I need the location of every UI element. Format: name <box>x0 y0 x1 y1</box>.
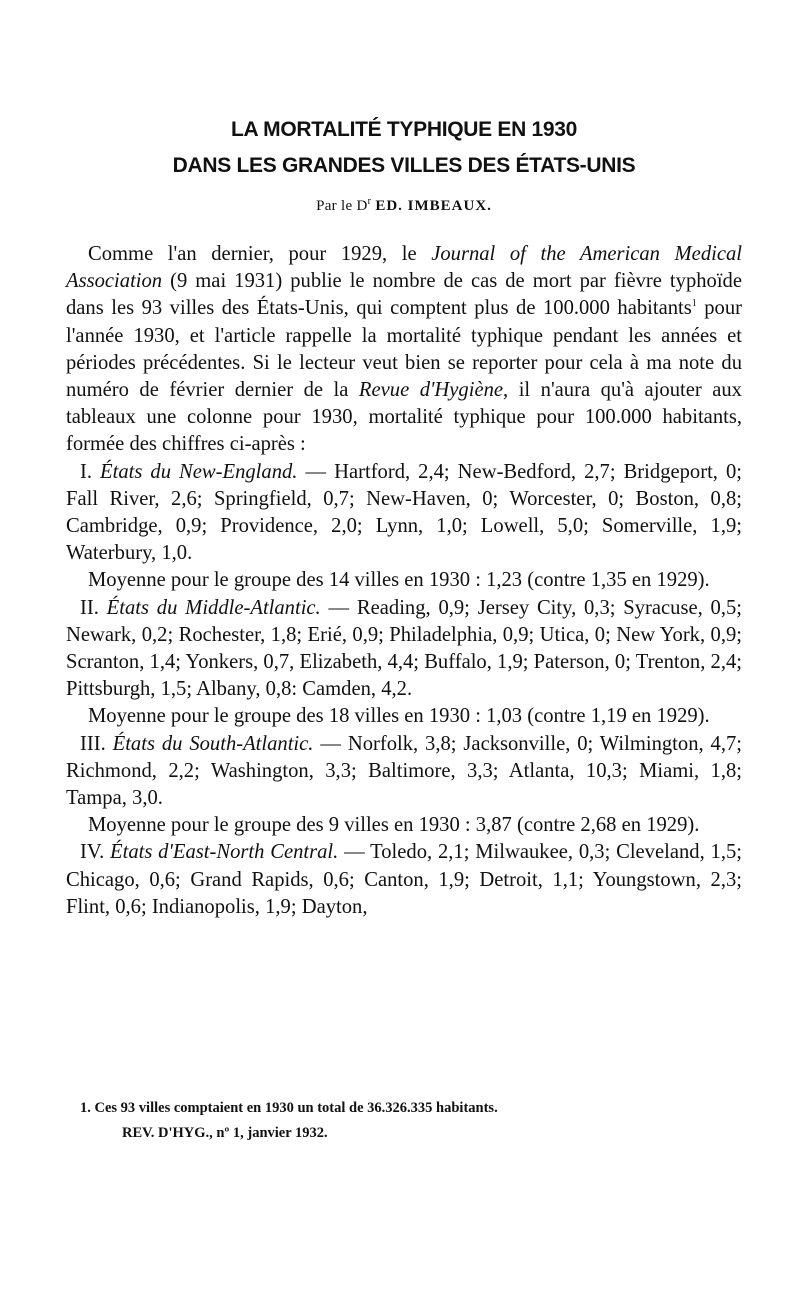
group-region: États du New-England. <box>100 460 298 483</box>
intro-text-4: , il n'aura qu'à ajouter aux tableaux une colonne pour 1930, mortalité typhique pour 100.000 habitants, formée des chiffres ci-après : <box>66 379 742 456</box>
group-cities: — Reading, 0,9; Jersey City, 0,3; Syracuse, 0,5; Newark, 0,2; Rochester, 1,8; Erié, 0,9; Philadelphia, 0,9; Utica, 0; New York, 0,9; Scranton, 1,4; Yonkers, 0,7, Elizabeth, 4,4; Buffalo, 1,9; Paterson, 0; Trenton, 2,4; Pittsburgh, 1,5; Albany, 0,8: Camden, 4,2. <box>66 596 742 701</box>
journal-abbr: REV. D'HYG., <box>122 1125 213 1141</box>
group-cities: — Toledo, 2,1; Milwaukee, 0,3; Cleveland, 1,5; Chicago, 0,6; Grand Rapids, 0,6; Canton, 1,9; Detroit, 1,1; Youngstown, 2,3; Flint, 0,6; Indianopolis, 1,9; Dayton, <box>66 841 742 918</box>
group-paragraph <box>66 595 742 704</box>
group-region: États du South-Atlantic. <box>112 732 314 755</box>
group-numeral: III. <box>80 732 106 755</box>
group-average: Moyenne pour le groupe des 9 villes en 1930 : 3,87 (contre 2,68 en 1929). <box>88 814 700 837</box>
intro-paragraph <box>66 241 742 459</box>
byline <box>66 198 742 215</box>
journal-issue: nº 1, janvier 1932. <box>212 1125 328 1141</box>
group-cities: — Hartford, 2,4; New-Bedford, 2,7; Bridgeport, 0; Fall River, 2,6; Springfield, 0,7; New-Haven, 0; Worcester, 0; Boston, 0,8; Cambridge, 0,9; Providence, 2,0; Lynn, 1,0; Lowell, 5,0; Somerville, 1,9; Waterbury, 1,0. <box>66 460 742 565</box>
group-paragraph <box>66 459 742 568</box>
title-line-2: DANS LES GRANDES VILLES DES ÉTATS-UNIS <box>172 154 636 177</box>
group-average: Moyenne pour le groupe des 18 villes en 1930 : 1,03 (contre 1,19 en 1929). <box>88 705 710 728</box>
footnote-ref: 1 <box>691 298 697 310</box>
group-cities: — Norfolk, 3,8; Jacksonville, 0; Wilmington, 4,7; Richmond, 2,2; Washington, 3,3; Baltimore, 3,3; Atlanta, 10,3; Miami, 1,8; Tampa, 3,0. <box>66 732 742 810</box>
journal-reference <box>66 1121 742 1146</box>
footnotes <box>66 1096 742 1146</box>
article-body <box>66 241 742 921</box>
intro-text-2: (9 mai 1931) publie le nombre de cas de mort par fièvre typhoïde dans les 93 villes des États-Unis, qui comptent plus de 100.000 habitants <box>66 270 742 320</box>
group-region: États d'East-North Central. <box>110 841 339 864</box>
byline-prefix: Par le D <box>316 198 368 214</box>
group-paragraph <box>66 731 742 813</box>
intro-text-3: pour l'année 1930, et l'article rappelle la mortalité typhique pendant les années et périodes précédentes. Si le lecteur veut bien se reporter pour cela à ma note du numéro de février dernier de la <box>66 297 742 402</box>
footnote-1: 1. Ces 93 villes comptaient en 1930 un total de 36.326.335 habitants. <box>80 1100 498 1116</box>
group-numeral: II. <box>80 596 99 619</box>
journal-name: Journal of the American Medical Association <box>66 243 742 293</box>
article-title <box>66 112 742 184</box>
group-numeral: IV. <box>80 841 105 864</box>
byline-title-sup: r <box>367 196 372 207</box>
group-average: Moyenne pour le groupe des 14 villes en 1930 : 1,23 (contre 1,35 en 1929). <box>88 569 710 592</box>
byline-author: ED. IMBEAUX. <box>375 198 492 214</box>
group-paragraph <box>66 839 742 921</box>
group-numeral: I. <box>80 460 93 483</box>
group-region: États du Middle-Atlantic. <box>106 596 321 619</box>
article-page <box>66 112 742 921</box>
title-line-1: LA MORTALITÉ TYPHIQUE EN 1930 <box>230 118 577 141</box>
intro-text-1: Comme l'an dernier, pour 1929, le <box>88 243 432 265</box>
revue-name: Revue d'Hygiène <box>358 379 504 402</box>
